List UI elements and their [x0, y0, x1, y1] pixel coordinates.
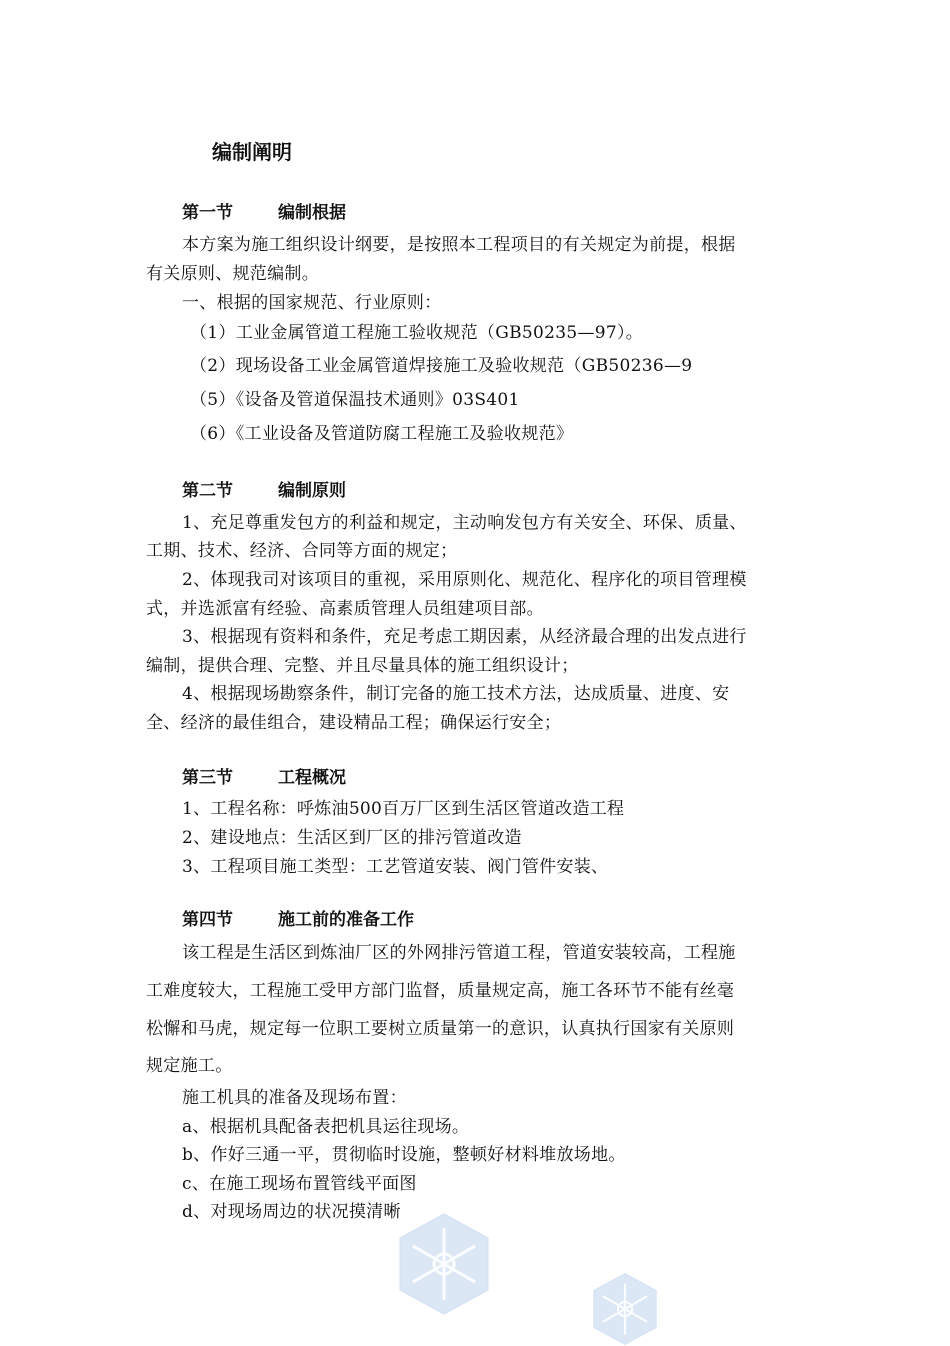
section-number: 第三节 [182, 768, 233, 788]
paragraph-line: 该工程是生活区到炼油厂区的外网排污管道工程，管道安装较高，工程施 [182, 943, 736, 963]
paragraph-line: 1、工程名称：呼炼油500百万厂区到生活区管道改造工程 [182, 799, 625, 819]
paragraph-line: 编制，提供合理、完整、并且尽量具体的施工组织设计； [146, 656, 579, 676]
section-heading: 工程概况 [278, 768, 346, 788]
list-item: （1）工业金属管道工程施工验收规范（GB50235—97）。 [190, 323, 644, 343]
list-item: c、在施工现场布置管线平面图 [182, 1174, 417, 1194]
paragraph-line: 一、根据的国家规范、行业原则： [182, 293, 442, 313]
paragraph-line: 1、充足尊重发包方的利益和规定，主动响发包方有关安全、环保、质量、 [182, 513, 747, 533]
list-item: a、根据机具配备表把机具运往现场。 [182, 1117, 470, 1137]
section-2-header [182, 476, 346, 501]
list-item: （2）现场设备工业金属管道焊接施工及验收规范（GB50236—9 [190, 356, 693, 376]
paragraph-line: 2、建设地点：生活区到厂区的排污管道改造 [182, 828, 522, 848]
paragraph-line: 松懈和马虎，规定每一位职工要树立质量第一的意识，认真执行国家有关原则 [146, 1019, 735, 1039]
paragraph-line: 施工机具的准备及现场布置： [182, 1088, 407, 1108]
paragraph-line: 工期、技术、经济、合同等方面的规定； [146, 541, 458, 561]
section-3-header [182, 763, 346, 788]
paragraph-line: 3、工程项目施工类型：工艺管道安装、阀门管件安装、 [182, 857, 609, 877]
list-item: （6）《工业设备及管道防腐工程施工及验收规范》 [190, 424, 574, 444]
snowflake-watermark-icon [392, 1212, 496, 1316]
section-number: 第二节 [182, 481, 233, 501]
snowflake-watermark-icon [588, 1272, 662, 1346]
section-1-header [182, 198, 346, 223]
paragraph-line: 本方案为施工组织设计纲要，是按照本工程项目的有关规定为前提，根据 [182, 235, 736, 255]
list-item: d、对现场周边的状况摸清晰 [182, 1202, 401, 1222]
list-item: b、作好三通一平，贯彻临时设施，整顿好材料堆放场地。 [182, 1145, 626, 1165]
paragraph-line: 3、根据现有资料和条件，充足考虑工期因素，从经济最合理的出发点进行 [182, 627, 747, 647]
paragraph-line: 有关原则、规范编制。 [146, 264, 319, 284]
document-title: 编制阐明 [212, 140, 292, 164]
paragraph-line: 式，并选派富有经验、高素质管理人员组建项目部。 [146, 599, 544, 619]
paragraph-line: 规定施工。 [146, 1056, 233, 1076]
section-4-header [182, 905, 414, 930]
section-number: 第四节 [182, 910, 233, 930]
paragraph-line: 4、根据现场勘察条件，制订完备的施工技术方法，达成质量、进度、安 [182, 684, 730, 704]
section-heading: 施工前的准备工作 [278, 910, 414, 930]
section-heading: 编制根据 [278, 203, 346, 223]
section-number: 第一节 [182, 203, 233, 223]
section-heading: 编制原则 [278, 481, 346, 501]
paragraph-line: 2、体现我司对该项目的重视，采用原则化、规范化、程序化的项目管理模 [182, 570, 747, 590]
list-item: （5）《设备及管道保温技术通则》03S401 [190, 390, 520, 410]
paragraph-line: 工难度较大，工程施工受甲方部门监督，质量规定高，施工各环节不能有丝毫 [146, 981, 735, 1001]
paragraph-line: 全、经济的最佳组合，建设精品工程；确保运行安全； [146, 713, 562, 733]
